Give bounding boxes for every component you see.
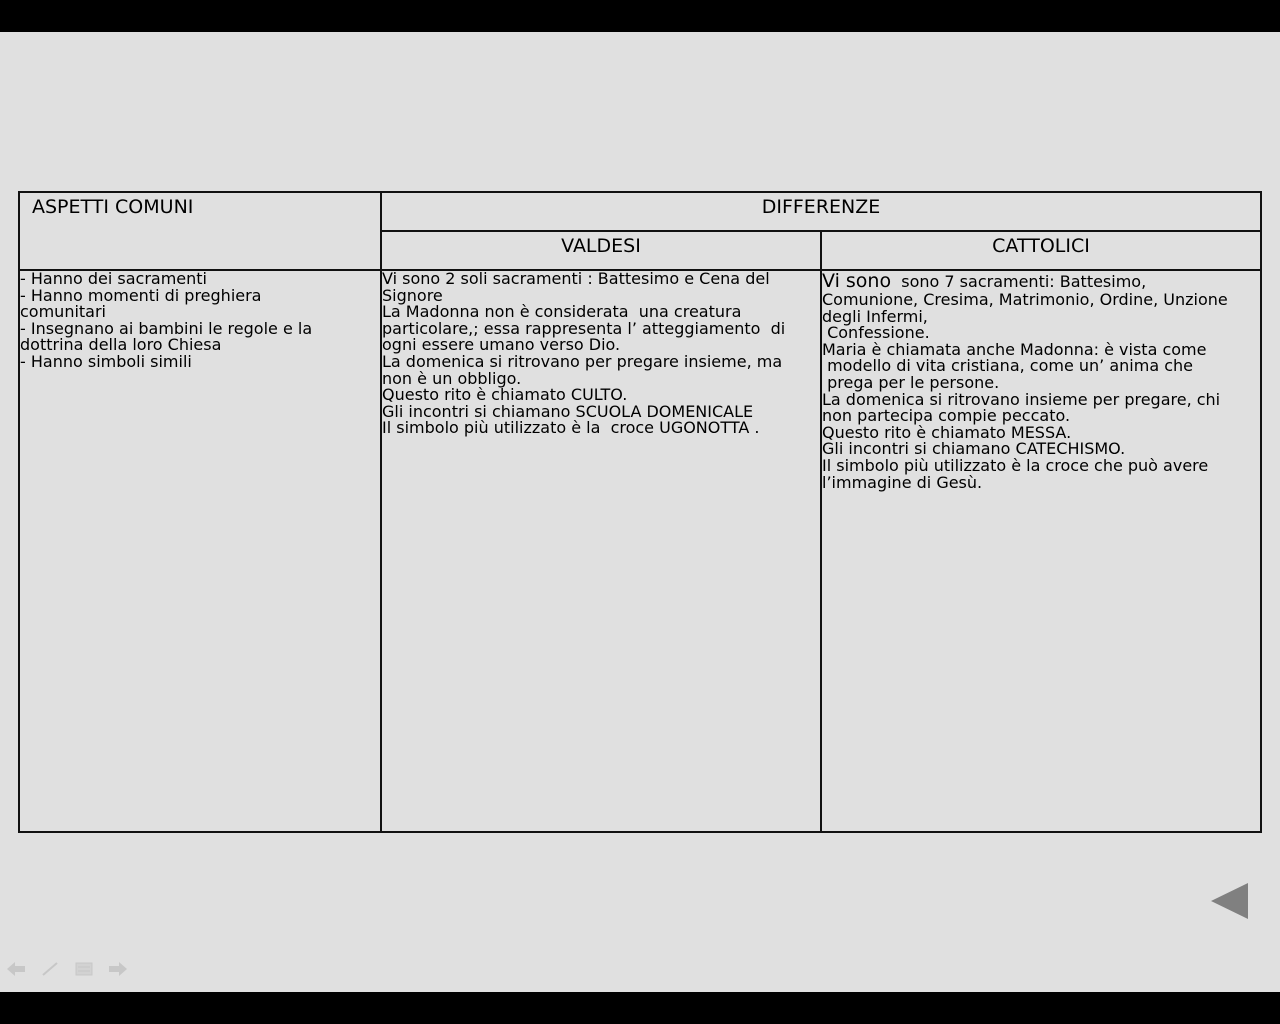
valdesi-line: Signore (382, 285, 443, 305)
common-line: comunitari (20, 302, 106, 322)
cattolici-first-rest: sono 7 sacramenti: Battesimo, (891, 272, 1147, 291)
valdesi-line: Vi sono 2 soli sacramenti : Battesimo e Cena del (382, 269, 770, 288)
back-button[interactable] (1208, 881, 1252, 921)
header-valdesi: VALDESI (561, 235, 641, 257)
cattolici-line: Confessione. (822, 323, 930, 343)
menu-icon[interactable] (74, 960, 94, 978)
cattolici-line: modello di vita cristiana, come un’ anima che (822, 356, 1193, 376)
header-common: ASPETTI COMUNI (32, 196, 194, 218)
valdesi-list (382, 271, 820, 437)
header-cattolici: CATTOLICI (992, 235, 1090, 257)
arrow-left-icon[interactable] (6, 960, 26, 978)
slide (0, 32, 1280, 992)
common-line: - Hanno momenti di preghiera (20, 285, 262, 305)
cattolici-line: degli Infermi, (822, 306, 928, 326)
valdesi-line: ogni essere umano verso Dio. (382, 335, 621, 355)
cattolici-cell (821, 270, 1261, 832)
header-valdesi-cell (381, 231, 821, 270)
slideshow-controls (6, 960, 128, 978)
cattolici-line: non partecipa compie peccato. (822, 406, 1071, 426)
common-aspects-cell (19, 270, 381, 832)
valdesi-line: La Madonna non è considerata una creatura (382, 302, 742, 322)
valdesi-line: La domenica si ritrovano per pregare insieme, ma (382, 351, 783, 371)
valdesi-cell (381, 270, 821, 832)
valdesi-line: Questo rito è chiamato CULTO. (382, 385, 628, 405)
cattolici-line: La domenica si ritrovano insieme per pregare, chi (822, 389, 1221, 409)
common-aspects-list (20, 271, 380, 371)
cattolici-line: Comunione, Cresima, Matrimonio, Ordine, Unzione (822, 290, 1228, 309)
valdesi-line: particolare,; essa rappresenta l’ atteggiamento di (382, 318, 786, 338)
cattolici-line: prega per le persone. (822, 372, 1000, 392)
header-differences: DIFFERENZE (761, 196, 881, 218)
common-line: - Hanno simboli simili (20, 351, 192, 371)
header-cattolici-cell (821, 231, 1261, 270)
cattolici-line: l’immagine di Gesù. (822, 472, 983, 492)
cattolici-first-lead: Vi sono (822, 270, 892, 292)
cattolici-line: Gli incontri si chiamano CATECHISMO. (822, 439, 1126, 459)
valdesi-line: non è un obbligo. (382, 368, 522, 388)
arrow-right-icon[interactable] (108, 960, 128, 978)
valdesi-line: Il simbolo più utilizzato è la croce UGONOTTA . (382, 418, 760, 438)
header-differences-cell (381, 192, 1261, 231)
valdesi-line: Gli incontri si chiamano SCUOLA DOMENICALE (382, 401, 754, 421)
cattolici-line: Questo rito è chiamato MESSA. (822, 422, 1072, 442)
header-common-cell (19, 192, 381, 270)
common-line: - Hanno dei sacramenti (20, 269, 207, 288)
common-line: dottrina della loro Chiesa (20, 335, 222, 355)
common-line: - Insegnano ai bambini le regole e la (20, 318, 313, 338)
comparison-table (18, 191, 1262, 833)
back-triangle-icon (1208, 881, 1252, 921)
cattolici-line-first (822, 271, 1260, 292)
pen-icon[interactable] (40, 960, 60, 978)
cattolici-line: Il simbolo più utilizzato è la croce che può avere (822, 455, 1209, 475)
cattolici-list (822, 271, 1260, 491)
cattolici-line: Maria è chiamata anche Madonna: è vista come (822, 339, 1207, 359)
